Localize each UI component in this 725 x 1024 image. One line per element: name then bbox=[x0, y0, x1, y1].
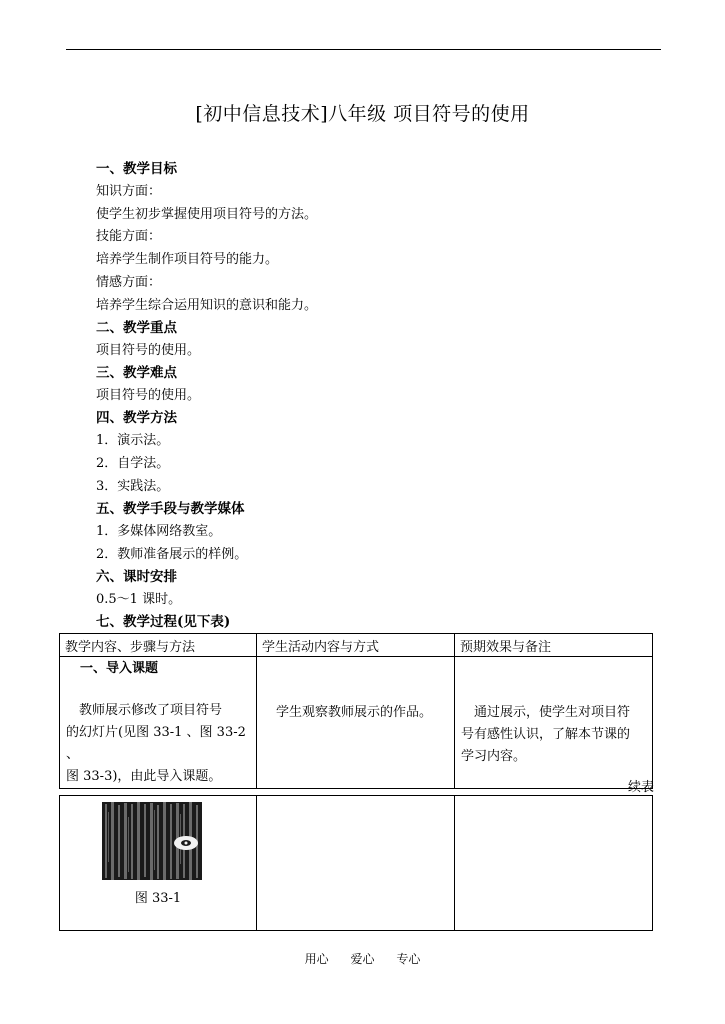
section-heading-media: 五、教学手段与教学媒体 bbox=[96, 501, 245, 517]
section-heading-schedule: 六、课时安排 bbox=[96, 569, 177, 585]
text-line: 3．实践法。 bbox=[96, 479, 170, 494]
cell-line: 图 33-3)，由此导入课题。 bbox=[66, 769, 222, 784]
cell-line: 教师展示修改了项目符号 bbox=[66, 703, 223, 718]
table-cell-student-activity bbox=[257, 657, 455, 789]
table-row bbox=[60, 796, 653, 931]
header-rule bbox=[66, 49, 661, 50]
text-line: 2．自学法。 bbox=[96, 456, 170, 471]
text-line: 项目符号的使用。 bbox=[96, 388, 201, 403]
table-cell-figure bbox=[60, 796, 257, 931]
text-line: 培养学生综合运用知识的意识和能力。 bbox=[96, 298, 318, 313]
table-cell-empty bbox=[455, 796, 653, 931]
text-line: 情感方面： bbox=[96, 275, 162, 290]
text-line: 2．教师准备展示的样例。 bbox=[96, 547, 248, 562]
row-title: 一、导入课题 bbox=[80, 661, 159, 676]
cell-line: 学生观察教师展示的作品。 bbox=[263, 705, 433, 720]
table-cell-content bbox=[60, 657, 257, 789]
text-line: 知识方面： bbox=[96, 184, 162, 199]
table-header-row bbox=[60, 634, 653, 657]
slide-thumbnail-image bbox=[102, 802, 202, 880]
table-row bbox=[60, 657, 653, 789]
cell-line: 学习内容。 bbox=[461, 749, 527, 764]
text-line: 1．演示法。 bbox=[96, 433, 170, 448]
table-header-cell: 预期效果与备注 bbox=[455, 634, 653, 657]
continued-table bbox=[59, 795, 653, 931]
text-line: 使学生初步掌握使用项目符号的方法。 bbox=[96, 207, 318, 222]
text-line: 培养学生制作项目符号的能力。 bbox=[96, 252, 279, 267]
section-heading-difficulties: 三、教学难点 bbox=[96, 365, 177, 381]
section-heading-objectives: 一、教学目标 bbox=[96, 161, 177, 177]
section-heading-methods: 四、教学方法 bbox=[96, 410, 177, 426]
footer-text: 用心 bbox=[304, 952, 329, 966]
text-line: 1．多媒体网络教室。 bbox=[96, 524, 222, 539]
process-table bbox=[59, 633, 653, 789]
table-header-cell: 教学内容、步骤与方法 bbox=[60, 634, 257, 657]
document-title: [初中信息技术]八年级 项目符号的使用 bbox=[195, 103, 530, 125]
footer-text: 专心 bbox=[396, 952, 421, 966]
section-heading-process: 七、教学过程(见下表) bbox=[96, 614, 231, 630]
text-line: 项目符号的使用。 bbox=[96, 343, 201, 358]
cell-line: 的幻灯片(见图 33-1 、图 33-2 、 bbox=[66, 725, 246, 762]
table-cell-expected-effect bbox=[455, 657, 653, 789]
table-header-cell: 学生活动内容与方式 bbox=[257, 634, 455, 657]
footer-text: 爱心 bbox=[350, 952, 375, 966]
cell-line: 号有感性认识，了解本节课的 bbox=[461, 727, 631, 742]
page-footer bbox=[0, 950, 725, 967]
text-line: 技能方面： bbox=[96, 229, 162, 244]
text-line: 0.5～1 课时。 bbox=[96, 592, 182, 607]
cell-line: 通过展示，使学生对项目符 bbox=[461, 705, 631, 720]
figure-caption: 图 33-1 bbox=[134, 891, 182, 906]
continued-table-label: 续表 bbox=[628, 780, 655, 795]
section-heading-key-points: 二、教学重点 bbox=[96, 320, 177, 336]
table-cell-empty bbox=[257, 796, 455, 931]
